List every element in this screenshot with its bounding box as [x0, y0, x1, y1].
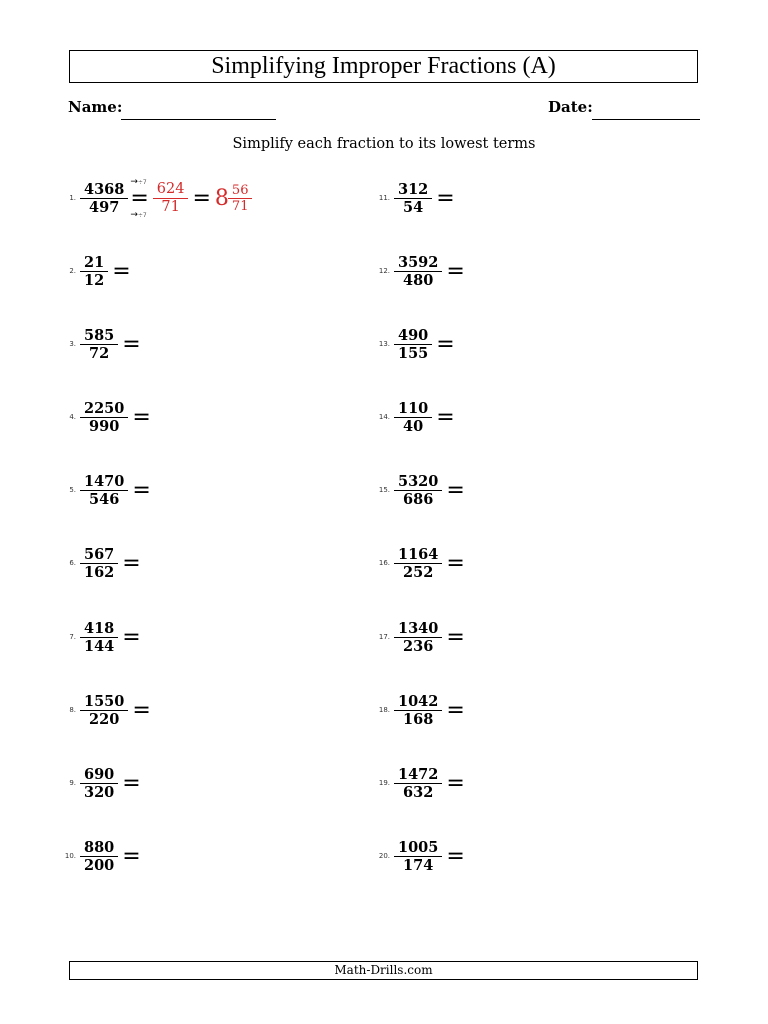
problem-9 [56, 763, 141, 803]
problem-2 [56, 251, 131, 291]
problem-number: 7. [69, 633, 76, 641]
numerator: 2250 [84, 399, 125, 417]
numerator: 567 [84, 545, 115, 563]
numerator: 1472 [398, 765, 439, 783]
date-label: Date: [548, 98, 593, 116]
numerator: 880 [84, 838, 115, 856]
mixed-denominator: 71 [228, 198, 253, 214]
denominator: 155 [394, 344, 432, 362]
denominator: 686 [394, 490, 442, 508]
denominator: 252 [394, 563, 442, 581]
equals-sign: = [112, 258, 131, 284]
problem-10 [56, 836, 141, 876]
numerator: 490 [398, 326, 429, 344]
denominator: 40 [394, 417, 432, 435]
problem-number: 14. [378, 413, 390, 421]
equals-sign: = [122, 770, 141, 796]
denominator: 200 [80, 856, 118, 874]
denominator: 144 [80, 637, 118, 655]
simplified-numerator: 624 [156, 180, 185, 197]
problem-3 [56, 324, 141, 364]
equals-sign: = [130, 185, 149, 211]
numerator: 21 [84, 253, 105, 271]
problem-fraction [396, 400, 430, 435]
denominator: 168 [394, 710, 442, 728]
equals-sign: = [132, 697, 151, 723]
problem-number: 4. [69, 413, 76, 421]
problem-number: 9. [69, 779, 76, 787]
denominator: 72 [80, 344, 118, 362]
problem-fraction [82, 327, 116, 362]
equals-sign: = [446, 477, 465, 503]
problem-number: 12. [378, 267, 390, 275]
denominator: 174 [394, 856, 442, 874]
problem-number: 17. [378, 633, 390, 641]
problem-4 [56, 397, 151, 437]
problem-fraction [396, 473, 440, 508]
problem-20 [370, 836, 465, 876]
numerator: 312 [398, 180, 429, 198]
denominator: 54 [394, 198, 432, 216]
problem-fraction [82, 473, 126, 508]
equals-sign: = [122, 331, 141, 357]
problem-number: 16. [378, 559, 390, 567]
problem-5 [56, 470, 151, 510]
problem-fraction [82, 181, 126, 216]
name-label: Name: [68, 98, 123, 116]
problem-14 [370, 397, 455, 437]
problem-number: 2. [69, 267, 76, 275]
problem-fraction [396, 254, 440, 289]
equals-sign: = [436, 331, 455, 357]
name-input-line[interactable] [121, 119, 276, 120]
problem-number: 6. [69, 559, 76, 567]
numerator: 1164 [398, 545, 439, 563]
simplified-fraction [155, 181, 187, 216]
problem-number: 5. [69, 486, 76, 494]
numerator: 1042 [398, 692, 439, 710]
problem-fraction [396, 181, 430, 216]
problem-number: 11. [378, 194, 390, 202]
numerator: 5320 [398, 472, 439, 490]
problem-number: 18. [378, 706, 390, 714]
problem-16 [370, 543, 465, 583]
problem-fraction [82, 766, 116, 801]
mixed-whole: 8 [214, 185, 229, 211]
example-step [130, 176, 149, 220]
numerator: 690 [84, 765, 115, 783]
problem-number: 20. [378, 852, 390, 860]
numerator: 1340 [398, 619, 439, 637]
denominator: 990 [80, 417, 128, 435]
problem-6 [56, 543, 141, 583]
problem-15 [370, 470, 465, 510]
problem-number: 13. [378, 340, 390, 348]
denominator: 497 [80, 198, 128, 216]
equals-sign: = [436, 185, 455, 211]
date-input-line[interactable] [592, 119, 700, 120]
equals-sign: = [122, 843, 141, 869]
equals-sign: = [446, 624, 465, 650]
worksheet-title: Simplifying Improper Fractions (A) [69, 50, 698, 83]
numerator: 1005 [398, 838, 439, 856]
problem-fraction [82, 620, 116, 655]
problem-fraction [396, 327, 430, 362]
equals-sign: = [122, 624, 141, 650]
problem-number: 3. [69, 340, 76, 348]
mixed-fraction [230, 183, 251, 214]
numerator: 585 [84, 326, 115, 344]
denominator: 220 [80, 710, 128, 728]
problem-8 [56, 690, 151, 730]
problem-number: 19. [378, 779, 390, 787]
problem-18 [370, 690, 465, 730]
equals-sign: = [192, 185, 211, 211]
problem-fraction [396, 766, 440, 801]
problem-11 [370, 178, 455, 218]
divide-arrow-top: →÷7 [130, 176, 147, 187]
problem-fraction [82, 546, 116, 581]
equals-sign: = [446, 770, 465, 796]
equals-sign: = [446, 258, 465, 284]
numerator: 4368 [84, 180, 125, 198]
problem-fraction [396, 620, 440, 655]
equals-sign: = [436, 404, 455, 430]
numerator: 418 [84, 619, 115, 637]
numerator: 110 [398, 399, 429, 417]
problem-fraction [396, 693, 440, 728]
problem-number: 15. [378, 486, 390, 494]
problem-number: 8. [69, 706, 76, 714]
mixed-number [215, 183, 251, 214]
equals-sign: = [446, 550, 465, 576]
problem-number: 10. [64, 852, 76, 860]
problem-7 [56, 617, 141, 657]
problem-fraction [82, 254, 106, 289]
denominator: 320 [80, 783, 118, 801]
problem-19 [370, 763, 465, 803]
numerator: 1470 [84, 472, 125, 490]
problem-12 [370, 251, 465, 291]
numerator: 1550 [84, 692, 125, 710]
problem-13 [370, 324, 455, 364]
equals-sign: = [446, 697, 465, 723]
equals-sign: = [132, 477, 151, 503]
divide-arrow-bottom: →÷7 [130, 209, 147, 220]
denominator: 632 [394, 783, 442, 801]
problem-17 [370, 617, 465, 657]
equals-sign: = [446, 843, 465, 869]
instructions: Simplify each fraction to its lowest terms [232, 136, 536, 152]
problem-fraction [82, 839, 116, 874]
denominator: 480 [394, 271, 442, 289]
mixed-numerator: 56 [231, 182, 249, 198]
problem-number: 1. [69, 194, 76, 202]
equals-sign: = [132, 404, 151, 430]
footer: Math-Drills.com [69, 961, 698, 980]
denominator: 236 [394, 637, 442, 655]
denominator: 12 [80, 271, 108, 289]
problem-fraction [82, 400, 126, 435]
denominator: 162 [80, 563, 118, 581]
problem-fraction [82, 693, 126, 728]
problem-fraction [396, 839, 440, 874]
numerator: 3592 [398, 253, 439, 271]
problem-1 [56, 178, 250, 218]
problem-fraction [396, 546, 440, 581]
equals-sign: = [122, 550, 141, 576]
denominator: 546 [80, 490, 128, 508]
simplified-denominator: 71 [153, 198, 189, 216]
